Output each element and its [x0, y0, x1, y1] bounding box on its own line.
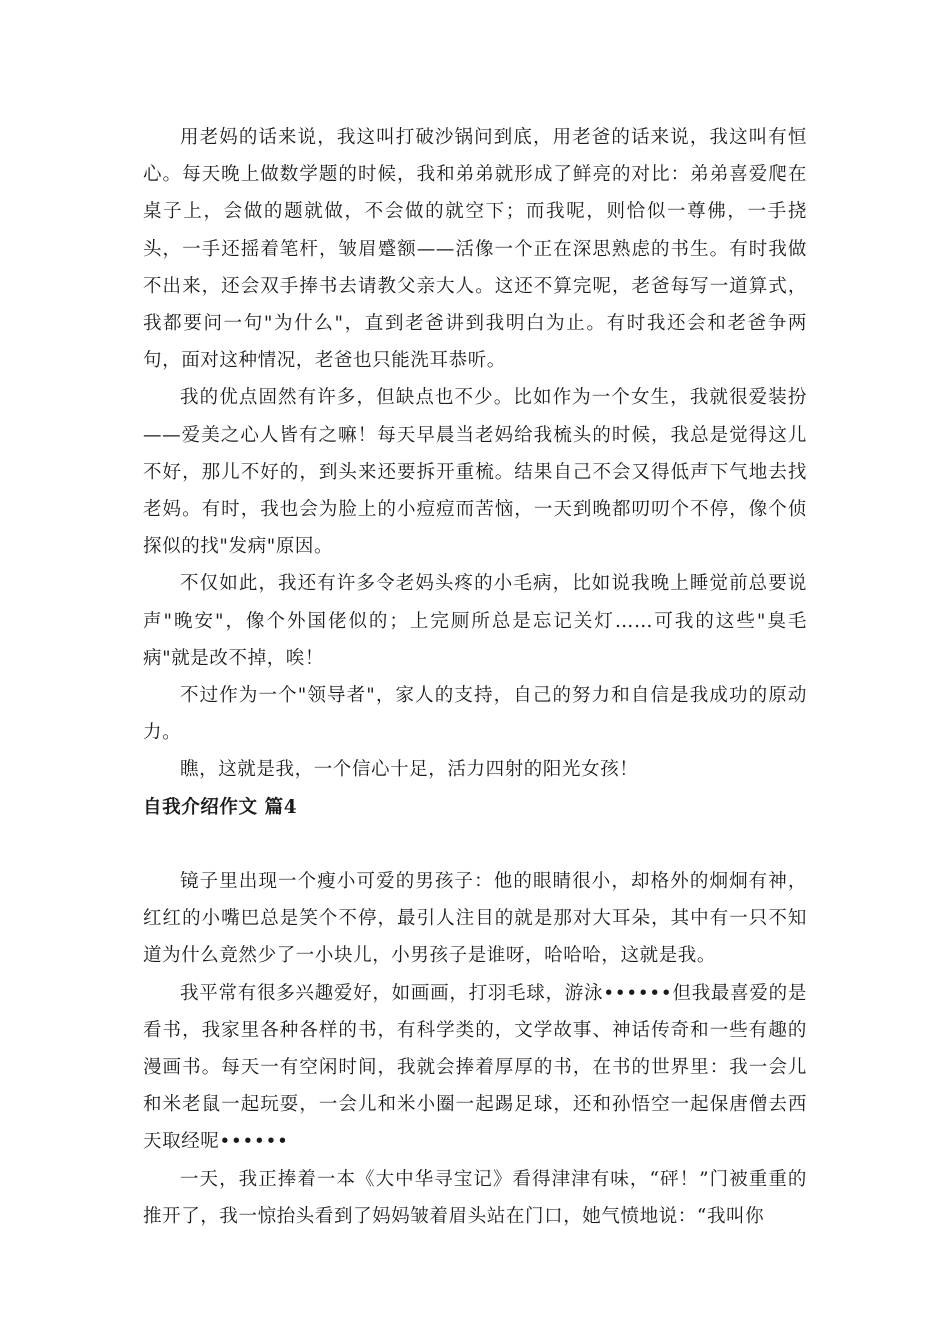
document-page	[143, 119, 807, 1235]
paragraph: 不仅如此，我还有许多令老妈头疼的小毛病，比如说我晚上睡觉前总要说声"晚安"，像个外国佬似的；上完厕所总是忘记关灯……可我的这些"臭毛病"就是改不掉，唉！	[143, 573, 807, 669]
paragraph: 我平常有很多兴趣爱好，如画画，打羽毛球，游泳••••••但我最喜爱的是看书，我家里各种各样的书，有科学类的，文学故事、神话传奇和一些有趣的漫画书。每天一有空闲时间，我就会捧着厚厚的书，在书的世界里：我一会儿和米老鼠一起玩耍，一会儿和米小圈一起踢足球，还和孙悟空一起保唐僧去西天取经呢••••••	[143, 982, 807, 1153]
blank-line	[143, 826, 807, 863]
paragraph: 我的优点固然有许多，但缺点也不少。比如作为一个女生，我就很爱装扮——爱美之心人皆有之嘛！每天早晨当老妈给我梳头的时候，我总是觉得这儿不好，那儿不好的，到头来还要拆开重梳。结果自己不会又得低声下气地去找老妈。有时，我也会为脸上的小痘痘而苦恼，一天到晚都叨叨个不停，像个侦探似的找"发病"原因。	[143, 387, 807, 558]
paragraph: 用老妈的话来说，我这叫打破沙锅问到底，用老爸的话来说，我这叫有恒心。每天晚上做数学题的时候，我和弟弟就形成了鲜亮的对比：弟弟喜爱爬在桌子上，会做的题就做，不会做的就空下；而我呢，则恰似一尊佛，一手挠头，一手还摇着笔杆，皱眉蹙额——活像一个正在深思熟虑的书生。有时我做不出来，还会双手捧书去请教父亲大人。这还不算完呢，老爸每写一道算式，我都要问一句"为什么"，直到老爸讲到我明白为止。有时我还会和老爸争两句，面对这种情况，老爸也只能洗耳恭听。	[143, 127, 807, 372]
paragraph: 不过作为一个"领导者"，家人的支持，自己的努力和自信是我成功的原动力。	[143, 685, 807, 744]
section-heading: 自我介绍作文 篇4	[143, 796, 298, 818]
paragraph: 一天，我正捧着一本《大中华寻宝记》看得津津有味，“砰！”门被重重的推开了，我一惊抬头看到了妈妈皱着眉头站在门口，她气愤地说：“我叫你	[143, 1168, 807, 1227]
paragraph: 镜子里出现一个瘦小可爱的男孩子：他的眼睛很小，却格外的炯炯有神，红红的小嘴巴总是笑个不停，最引人注目的就是那对大耳朵，其中有一只不知道为什么竟然少了一小块儿，小男孩子是谁呀，哈哈哈，这就是我。	[143, 871, 807, 967]
paragraph: 瞧，这就是我，一个信心十足，活力四射的阳光女孩！	[180, 759, 639, 781]
